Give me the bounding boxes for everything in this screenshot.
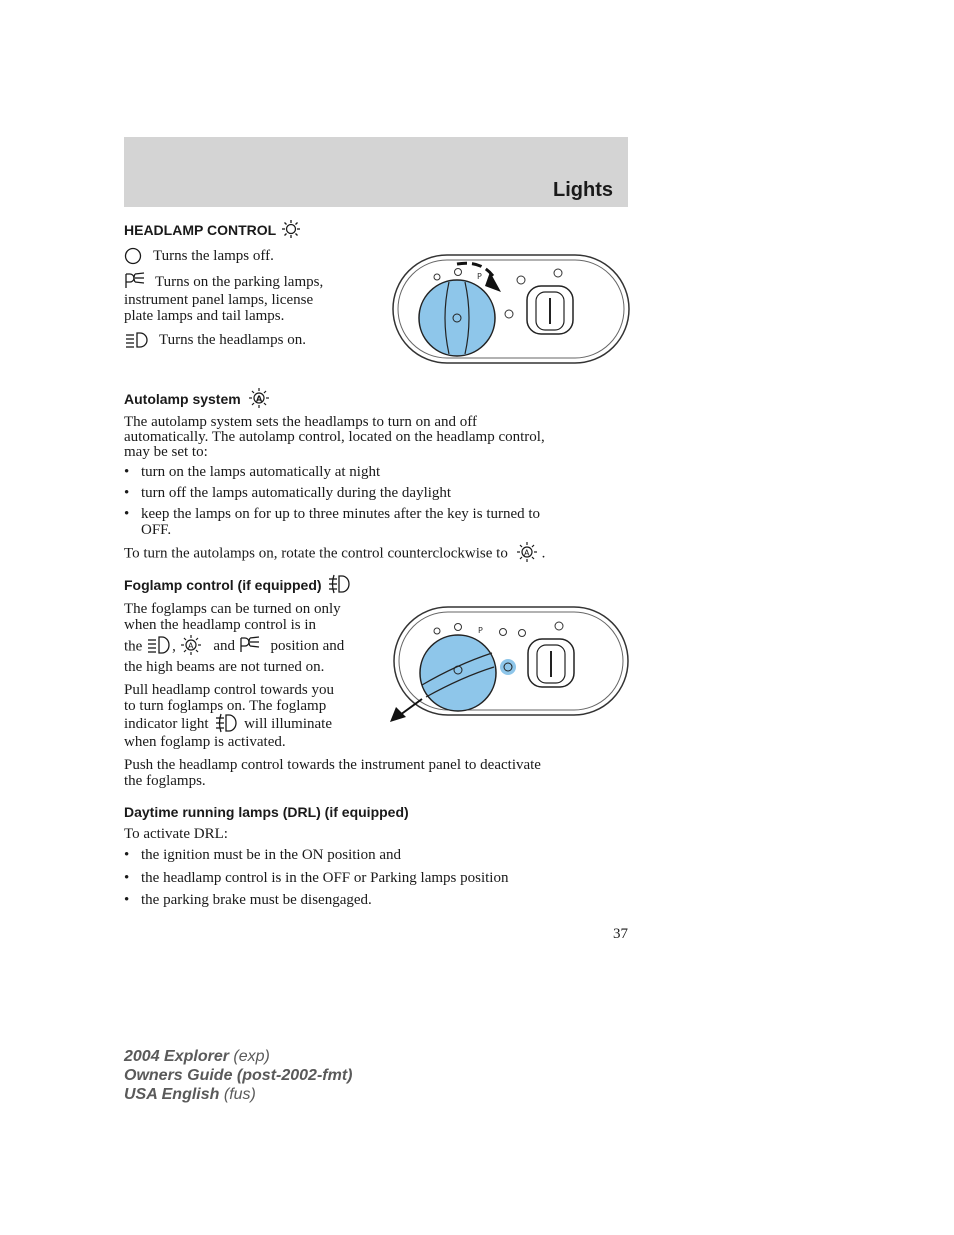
- headlamp-on-text: Turns the headlamps on.: [159, 332, 306, 348]
- foglamp-control-diagram: [386, 605, 632, 725]
- section-title: Lights: [553, 179, 613, 201]
- off-circle-icon: [124, 247, 142, 265]
- headlamp-on-icon-inline: [146, 635, 172, 655]
- foglamp-p1-2: when the headlamp control is in: [124, 617, 317, 633]
- svg-text:A: A: [255, 394, 262, 404]
- headlamp-heading: [124, 222, 301, 239]
- list-item-continuation: OFF.: [141, 522, 172, 538]
- list-item: • turn off the lamps automatically during the daylight: [124, 485, 452, 501]
- page-number: 37: [613, 926, 628, 942]
- list-item: • turn on the lamps automatically at night: [124, 464, 381, 480]
- list-item: • keep the lamps on for up to three minutes after the key is turned to: [124, 506, 541, 522]
- foglamp-p1-1: The foglamps can be turned on only: [124, 601, 341, 617]
- foglamp-p3-1: Push the headlamp control towards the instrument panel to deactivate: [124, 757, 541, 773]
- section-header: [124, 137, 628, 207]
- foglamp-p2-4: when foglamp is activated.: [124, 734, 286, 750]
- parking-lamp-icon: [124, 272, 146, 290]
- drl-heading: Daytime running lamps (DRL) (if equipped): [124, 804, 409, 820]
- autolamp-heading: [124, 391, 270, 409]
- foglamp-heading-text: Foglamp control (if equipped): [124, 577, 322, 593]
- autolamp-turn-on-text: To turn the autolamps on, rotate the control counterclockwise to A .: [124, 545, 545, 563]
- parking-lamp-icon-inline: [239, 636, 261, 654]
- autolamp-para-1: The autolamp system sets the headlamps to turn on and off: [124, 414, 477, 430]
- list-item: • the ignition must be in the ON position and: [124, 847, 401, 863]
- parking-text-1: Turns on the parking lamps,: [155, 274, 324, 290]
- svg-text:A: A: [187, 641, 194, 651]
- foglamp-heading: [124, 577, 351, 595]
- off-text: Turns the lamps off.: [153, 248, 274, 264]
- foglamp-p2-3: indicator light will illuminate: [124, 716, 332, 733]
- svg-text:P: P: [477, 272, 482, 281]
- foglamp-p1-3: the , A and position and: [124, 638, 344, 656]
- foglamp-p3-2: the foglamps.: [124, 773, 206, 789]
- list-item: • the headlamp control is in the OFF or Parking lamps position: [124, 870, 509, 886]
- foglamp-p1-4: the high beams are not turned on.: [124, 659, 325, 675]
- headlamp-on-icon: [124, 331, 150, 349]
- foglamp-p2-1: Pull headlamp control towards you: [124, 682, 334, 698]
- headlamp-control-diagram: [391, 252, 631, 370]
- foglamp-indicator-icon: [214, 713, 238, 733]
- foglamp-icon: [327, 573, 351, 595]
- document-footer: 2004 Explorer (exp) Owners Guide (post-2002-fmt) USA English (fus): [124, 1048, 353, 1103]
- autolamp-para-2: automatically. The autolamp control, located on the headlamp control,: [124, 429, 545, 445]
- foglamp-p2-2: to turn foglamps on. The foglamp: [124, 698, 327, 714]
- parking-text-3: plate lamps and tail lamps.: [124, 308, 285, 324]
- headlamp-sun-icon: [281, 219, 301, 239]
- svg-text:P: P: [478, 626, 483, 635]
- autolamp-icon-inline: [516, 541, 538, 563]
- headlamp-heading-text: HEADLAMP CONTROL: [124, 222, 276, 238]
- svg-text:A: A: [523, 548, 530, 558]
- list-item: • the parking brake must be disengaged.: [124, 892, 372, 908]
- autolamp-icon-inline-2: [180, 634, 202, 656]
- autolamp-icon: [248, 387, 270, 409]
- autolamp-para-3: may be set to:: [124, 444, 208, 460]
- drl-intro: To activate DRL:: [124, 826, 228, 842]
- autolamp-heading-text: Autolamp system: [124, 391, 241, 407]
- parking-text-2: instrument panel lamps, license: [124, 292, 314, 308]
